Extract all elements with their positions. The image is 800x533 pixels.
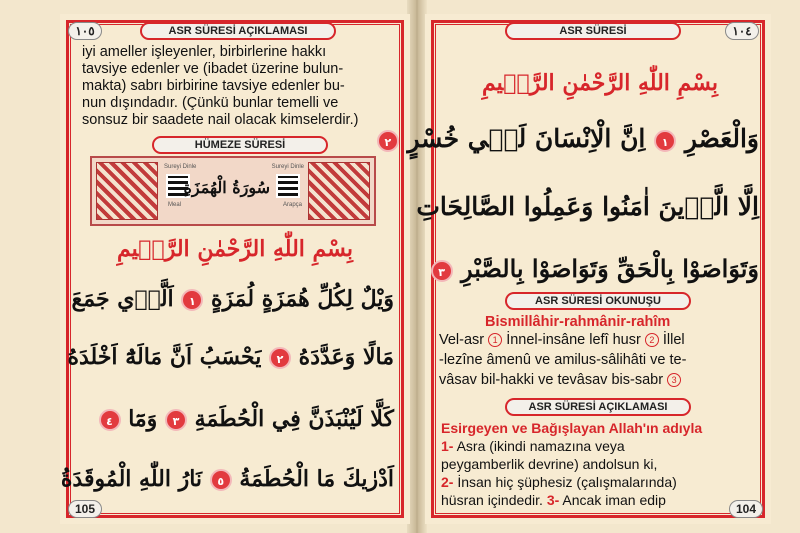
right-page-number: 104 bbox=[729, 500, 763, 518]
okunus-line bbox=[439, 330, 767, 350]
qr-label: Arapça bbox=[282, 202, 302, 208]
sura-name-arabic: سُورَةُ الْهُمَزَةِ bbox=[183, 178, 270, 197]
aciklama-text: İnsan hiç şüphesiz (çalışmalarında) bbox=[457, 474, 677, 490]
verse-text: وَمَٓا bbox=[128, 406, 158, 432]
ayah-number: ٢ bbox=[269, 347, 291, 369]
verse-text: كَلَّا لَيُنْبَذَنَّ فِي الْحُطَمَةِ bbox=[194, 406, 394, 432]
humeze-header: HÜMEZE SÜRESİ bbox=[152, 136, 328, 154]
right-basmala: بِسْمِ اللّٰهِ الرَّحْمٰنِ الرَّح۪يمِ bbox=[482, 70, 718, 96]
explanation-line: sonsuz bir saadete nail olacak kimselerdir.) bbox=[82, 112, 359, 128]
verse-line bbox=[438, 254, 759, 283]
ornament-right bbox=[308, 162, 370, 220]
verse-text: وَالْعَصْرِ bbox=[684, 124, 759, 153]
verse-line bbox=[60, 466, 394, 492]
okunus-text: İnnel-insâne lefî husr bbox=[506, 332, 641, 348]
aciklama-text: Ancak iman edip bbox=[562, 492, 666, 508]
ayah-number: ٤ bbox=[99, 409, 121, 431]
okunus-number: 2 bbox=[645, 333, 659, 347]
ayah-number: ١ bbox=[654, 130, 676, 152]
qr-label: Sureyi Dinle bbox=[164, 164, 197, 170]
right-page-number-arabic: ١٠٤ bbox=[725, 22, 759, 40]
okunus-number: 1 bbox=[488, 333, 502, 347]
left-page bbox=[60, 14, 410, 524]
verse-text: اِلَّا الَّذ۪ينَ اٰمَنُوا وَعَمِلُوا الصَّالِحَاتِ bbox=[416, 192, 759, 221]
okunus-title: Bismillâhir-rahmânir-rahîm bbox=[485, 314, 671, 330]
aciklama-title: Esirgeyen ve Bağışlayan Allah'ın adıyla bbox=[441, 420, 703, 436]
okunus-text: İllel bbox=[662, 332, 685, 348]
verse-text: يَحْسَبُ اَنَّ مَالَهُٓ اَخْلَدَهُ bbox=[67, 344, 262, 370]
qr-label: Sureyi Dinle bbox=[271, 164, 304, 170]
verse-text: وَتَوَاصَوْا بِالْحَقِّ وَتَوَاصَوْا بِالصَّبْرِ bbox=[460, 254, 759, 283]
verse-line bbox=[416, 192, 759, 221]
left-basmala: بِسْمِ اللّٰهِ الرَّحْمٰنِ الرَّح۪يمِ bbox=[117, 236, 353, 262]
aciklama-line bbox=[441, 472, 767, 492]
left-page-header: ASR SÜRESİ AÇIKLAMASI bbox=[140, 22, 336, 40]
book-gutter bbox=[407, 0, 427, 533]
ayah-number: ٣ bbox=[431, 260, 453, 282]
verse-text: وَيْلٌ لِكُلِّ هُمَزَةٍ لُمَزَةٍ bbox=[211, 286, 394, 312]
aciklama-line bbox=[441, 454, 767, 474]
ayah-number: ١ bbox=[181, 289, 203, 311]
verse-line bbox=[384, 124, 759, 153]
right-page bbox=[384, 14, 771, 524]
sura-title-banner bbox=[90, 156, 376, 226]
ayah-number: ٣ bbox=[165, 409, 187, 431]
okunus-text: vâsav bil-hakki ve tevâsav bis-sabr bbox=[439, 372, 664, 388]
right-page-header: ASR SÜRESİ bbox=[505, 22, 681, 40]
aciklama-num: 3- bbox=[546, 492, 560, 508]
explanation-line: tavsiye edenler ve (ibadet üzerine bulun- bbox=[82, 61, 344, 77]
explanation-line: makta) sabrı birbirine tavsiye edenler bu- bbox=[82, 78, 345, 94]
aciklama-text: peygamberlik devrine) andolsun ki, bbox=[441, 456, 658, 472]
aciklama-num: 1- bbox=[441, 438, 454, 454]
ornament-left bbox=[96, 162, 158, 220]
verse-text: نَارُ اللّٰهِ الْمُوقَدَةُ bbox=[60, 466, 203, 492]
verse-line bbox=[71, 286, 394, 312]
aciklama-text: Asra (ikindi namazına veya bbox=[456, 438, 625, 454]
qr-code-arapca[interactable] bbox=[276, 174, 300, 198]
okunus-header: ASR SÜRESİ OKUNUŞU bbox=[505, 292, 691, 310]
okunus-line: -lezîne âmenû ve amilus-sâlihâti ve te- bbox=[439, 352, 687, 368]
explanation-line: nun dışındadır. (Çünkü bunlar temelli ve bbox=[82, 95, 339, 111]
aciklama-header: ASR SÜRESİ AÇIKLAMASI bbox=[505, 398, 691, 416]
verse-line bbox=[67, 344, 394, 370]
qr-label: Meal bbox=[168, 202, 182, 208]
okunus-number: 3 bbox=[667, 373, 681, 387]
aciklama-text: hüsran içindedir. bbox=[441, 492, 543, 508]
left-explanation bbox=[82, 44, 402, 129]
ayah-number: ٢ bbox=[377, 130, 399, 152]
verse-line bbox=[84, 406, 394, 432]
verse-text: مَالًا وَعَدَّدَهُ bbox=[298, 344, 394, 370]
verse-text: اَلَّذ۪ي جَمَعَ bbox=[71, 286, 174, 312]
okunus-text: Vel-asr bbox=[439, 332, 485, 348]
aciklama-line bbox=[441, 436, 767, 456]
aciklama-num: 2- bbox=[441, 474, 454, 490]
aciklama-line bbox=[441, 490, 731, 510]
verse-text: اَدْرٰيكَ مَا الْحُطَمَةُ bbox=[239, 466, 394, 492]
explanation-line: iyi ameller işleyenler, birbirlerine hakkı bbox=[82, 44, 327, 60]
left-page-number-arabic: ١٠٥ bbox=[68, 22, 102, 40]
ayah-number: ٥ bbox=[210, 469, 232, 491]
verse-text: اِنَّ الْاِنْسَانَ لَف۪ي خُسْرٍ bbox=[407, 124, 646, 153]
okunus-line bbox=[439, 370, 767, 390]
left-page-number: 105 bbox=[68, 500, 102, 518]
